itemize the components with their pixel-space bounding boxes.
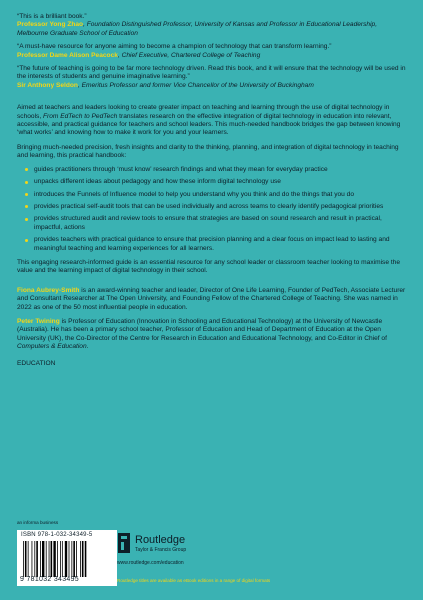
endorsement-1: [17, 13, 407, 38]
author-bio-1: [17, 287, 407, 312]
bio-end: .: [86, 343, 89, 351]
author-bio-2: [17, 318, 407, 352]
list-item: provides teachers with practical guidance to ensure that precision planning and a clear focus on impact lead to lasting and meaningful teaching and learning experiences for all learners.: [25, 236, 407, 253]
quote-text: “The future of teaching is going to be far more technology driven. Read this book, and it will ensure that the technology will be used in the interests of students and genuine imaginative learning.”: [17, 65, 406, 81]
barcode: [17, 530, 117, 586]
back-cover-text: [17, 13, 407, 367]
endorsement-3: [17, 65, 407, 90]
publisher-url: www.routledge.com/education: [117, 560, 184, 566]
list-item: guides practitioners through ‘must know’ research findings and what they mean for everyday practice: [25, 166, 407, 174]
endorsement-2: [17, 43, 407, 60]
endorser-name: Professor Dame Alison Peacock: [17, 51, 118, 59]
list-item: introduces the Funnels of Influence model to help you understand why you think and do the things that you do: [25, 191, 407, 199]
ebook-note: Routledge titles are available as eBook editions in a range of digital formats: [117, 578, 271, 583]
isbn-digits: 9 781032 343495: [20, 576, 79, 583]
routledge-emblem-icon: [117, 532, 131, 554]
bullets-intro: Bringing much-needed precision, fresh insights and clarity to the thinking, planning, and integration of digital technology in teaching and learning, this practical handbook:: [17, 143, 399, 160]
feature-list: [17, 166, 407, 253]
endorser-role: , Chief Executive, Chartered College of Teaching: [117, 51, 261, 59]
list-item: provides practical self-audit tools that can be used individually and across teams to clearly identify pedagogical priorities: [25, 203, 407, 211]
imprint-label: an informa business: [17, 520, 59, 525]
publisher-name: Routledge: [135, 534, 186, 546]
barcode-bars: [21, 541, 113, 577]
journal-title: Computers & Education: [17, 343, 87, 351]
endorser-name: Professor Yong Zhao: [17, 21, 84, 29]
endorser-name: Sir Anthony Seldon: [17, 81, 78, 89]
author-name: Fiona Aubrey-Smith: [17, 286, 80, 294]
publisher-group: Taylor & Francis Group: [135, 547, 187, 553]
book-title: From EdTech to PedTech: [43, 112, 118, 120]
intro-paragraph: [17, 104, 407, 138]
endorser-role: , Foundation Distinguished Professor, University of Kansas and Professor in Educational Leadership, Melbourne Graduate School of Education: [17, 21, 378, 37]
quote-text: “A must-have resource for anyone aiming to become a champion of technology that can transform learning.”: [17, 43, 332, 51]
intro-text-2: translates research on the effective integration of digital technology in education into relevant, accessible, and practical guidance for teachers and school leaders. This much-needed handbook bridges the gap between knowing ‘what works’ and knowing how to make it work for you and your learners.: [17, 112, 401, 137]
author-bio-text: is an award-winning teacher and leader, Director of One Life Learning, Founder of PedTech, Associate Lecturer and Consultant Researcher at The Open University, and Founding Fellow of the Chartered College of Teaching. She was named in 2022 as one of the 50 most influential people in education.: [17, 286, 406, 311]
author-name: Peter Twining: [17, 317, 60, 325]
endorsements: [17, 13, 407, 90]
closing-paragraph: This engaging research-informed guide is an essential resource for any school leader or classroom teacher looking to maximise the value and the learning impact of digital technology in their school.: [17, 258, 400, 275]
author-bio-text: is Professor of Education (Innovation in Schooling and Educational Technology) at the University of Newcastle (Australia). He has been a primary school teacher, Professor of Education and Head of Department of Education at the Open University (UK), the Co-Director of the Centre for Research in Education and Educational Technology, and Co-Editor in Chief of: [17, 317, 387, 342]
quote-text: “This is a brilliant book.”: [17, 13, 87, 20]
list-item: unpacks different ideas about pedagogy and how these inform digital technology use: [25, 178, 407, 186]
publisher-logo: [117, 532, 227, 568]
category-label: EDUCATION: [17, 359, 56, 367]
list-item: provides structured audit and review tools to ensure that strategies are based on sound research and result in practical, impactful, actions: [25, 215, 407, 232]
intro-text-1: Aimed at teachers and leaders looking to create greater impact on teaching and learning through the use of digital technology in schools,: [17, 104, 390, 120]
endorser-role: , Emeritus Professor and former Vice Chancellor of the University of Buckingham: [77, 81, 314, 89]
isbn-label: ISBN 978-1-032-34349-5: [21, 532, 93, 538]
cover-footer: [17, 520, 407, 590]
